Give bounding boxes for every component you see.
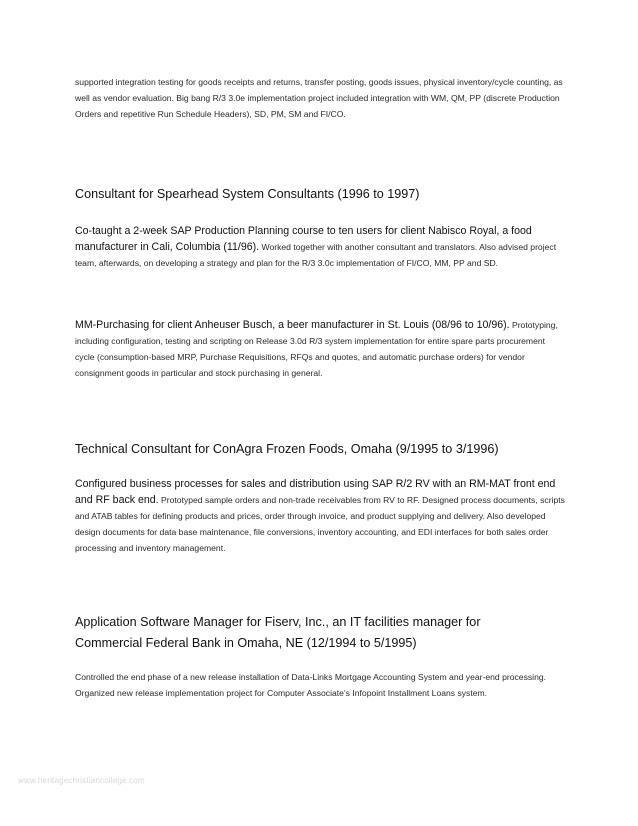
intro-paragraph: supported integration testing for goods receipts and returns, transfer posting, goods issues, physical inventory/cycle counting, as well as vendor evaluation. Big bang R/3 3.0e implementation project included integration with WM, QM, PP (discrete Production Orders and repetitive Run Schedule Headers), SD, PM, SM and FI/CO.	[75, 77, 563, 119]
item-anheuser-busch	[75, 317, 565, 381]
item-nabisco-body: Worked together with another consultant and translators. Also advised project team, afterwards, on developing a strategy and plan for the R/3 3.0c implementation of FI/CO, MM, PP and SD.	[75, 242, 557, 268]
section-heading-conagra: Technical Consultant for ConAgra Frozen Foods, Omaha (9/1995 to 3/1996)	[75, 442, 499, 456]
item-anheuser-busch-lead: MM-Purchasing for client Anheuser Busch, a beer manufacturer in St. Louis (08/96 to 10/96).	[75, 319, 510, 331]
item-anheuser-busch-body: Prototyping, including configuration, testing and scripting on Release 3.0d R/3 system implementation for entire spare parts procurement cycle (consumption-based MRP, Purchase Requisitions, RFQs and quotes, and automatic purchase orders) for vendor consignment goods in particular and stock purchasing in general.	[75, 320, 558, 378]
item-conagra-body: Prototyped sample orders and non-trade receivables from RV to RF. Designed process documents, scripts and ATAB tables for defining products and prices, order through invoice, and product supplying and delivery. Also developed design documents for data base maintenance, file conversions, inventory accounting, and EDI interfaces for both sales order processing and inventory management.	[75, 495, 565, 553]
item-nabisco	[75, 223, 565, 271]
item-fiserv	[75, 669, 565, 701]
item-conagra-lead: Configured business processes for sales and distribution using SAP R/2 RV with an RM-MAT front end and RF back end.	[75, 478, 556, 506]
section-heading-fiserv: Application Software Manager for Fiserv, Inc., an IT facilities manager for Commercial Federal Bank in Omaha, NE (12/1994 to 5/1995)	[75, 615, 481, 650]
item-nabisco-lead: Co-taught a 2-week SAP Production Planning course to ten users for client Nabisco Royal, a food manufacturer in Cali, Columbia (11/96).	[75, 225, 532, 253]
section-heading-spearhead: Consultant for Spearhead System Consultants (1996 to 1997)	[75, 187, 420, 201]
item-fiserv-body: Controlled the end phase of a new release installation of Data-Links Mortgage Accounting System and year-end processing. Organized new release implementation project for Computer Associate’s Infopoint Installment Loans system.	[75, 672, 547, 698]
watermark-text: www.heritagechristiancollege.com	[18, 776, 145, 785]
item-conagra	[75, 476, 565, 556]
